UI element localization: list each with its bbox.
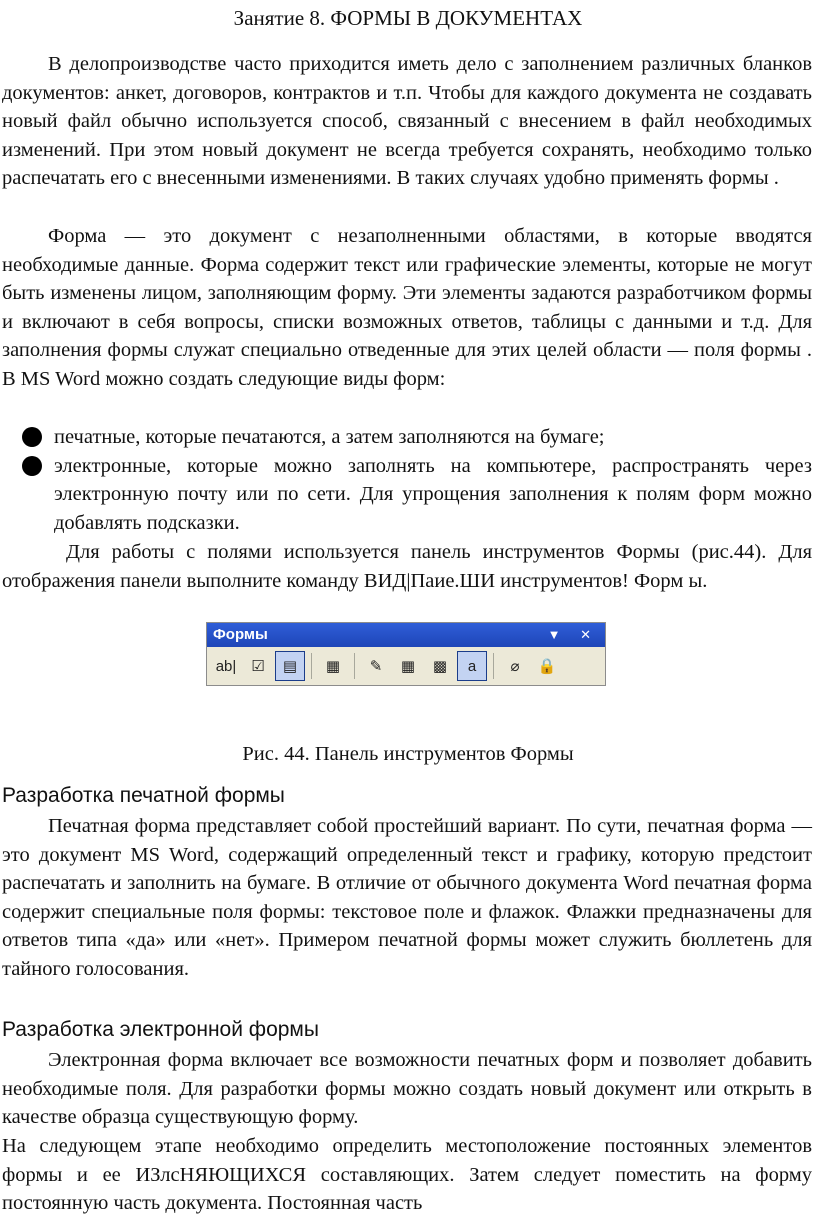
list-item [0,423,812,452]
forms-toolbar-image [206,622,606,686]
paragraph-electronic-form: Электронная форма включает все возможности печатных форм и позволяет добавить необходимые поля. Для разработки формы можно создать новый документ или открыть в качестве образца существующую форму. [2,1049,812,1129]
section-heading-electronic-form: Разработка электронной формы [2,1018,319,1041]
dropdown-field-icon: ▤ [275,651,305,681]
toolbar-title: Формы [213,626,268,643]
paragraph-form-definition: Форма — это документ с незаполненными областями, в которые вводятся необходимые данные. Форма содержит текст или графические элементы, которые не могут быть изменены лицом, заполняющим форму. Эти элементы задаются разработчиком формы и включают в себя вопросы, списки возможных ответов, таблицы с данными и т.д. Для заполнения формы служат специально отведенные для этих целей области — поля формы . В MS Word можно создать следующие виды форм: [2,225,812,390]
checkbox-icon: ☑ [251,658,265,675]
field-options-icon: ▦ [325,658,341,675]
list-item-text: печатные, которые печатаются, а затем заполняются на бумаге; [54,426,605,448]
toolbar-separator [493,653,494,679]
form-types-list [0,423,812,537]
text-field-icon: ab| [215,657,237,675]
toolbar-separator [354,653,355,679]
bullet-icon [22,456,42,476]
paragraph-printed-form: Печатная форма представляет собой простейший вариант. По сути, печатная форма — это документ MS Word, содержащий определенный текст и графику, которую предстоит распечатать и заполнить на бумаге. В отличие от обычного документа Word печатная форма содержит специальные поля формы: текстовое поле и флажок. Флажки предназначены для ответов типа «да» или «нет». Примером печатной формы может служить бюллетень для тайного голосования. [2,815,812,980]
protect-form-icon: 🔒 [537,658,557,675]
toolbar-controls: ▼ ✕ [547,627,599,642]
paragraph-next-step: На следующем этапе необходимо определить местоположение постоянных элементов формы и ее ИЗлсНЯЮЩИХСЯ составляющих. Затем следует поместить на форму постоянную часть документа. Постоянная часть [2,1135,812,1215]
section-heading-printed-form: Разработка печатной формы [2,784,285,807]
toolbar-buttons [207,647,605,685]
toolbar-titlebar [207,623,605,647]
reset-fields-icon: ⌀ [510,658,520,675]
insert-table-icon: ▦ [400,658,416,675]
paragraph-intro: В делопроизводстве часто приходится иметь дело с заполнением различных бланков документов: анкет, договоров, контрактов и т.п. Чтобы для каждого документа не создавать новый файл обычно используется способ, связанный с внесением в файл необходимых изменений. При этом новый документ не всегда требуется сохранять, необходимо только распечатать его с внесенными изменениями. В таких случаях удобно применять формы . [2,53,812,190]
page-title: Занятие 8. ФОРМЫ В ДОКУМЕНТАХ [233,6,583,30]
list-item [0,452,812,538]
figure-caption: Рис. 44. Панель инструментов Формы [242,743,574,765]
paragraph-toolbar-usage: Для работы с полями используется панель инструментов Формы (рис.44). Для отображения панели выполните команду ВИД|Паие.ШИ инструментов! Форм ы. [2,541,812,592]
list-item-text: электронные, которые можно заполнять на компьютере, распространять через электронную почту или по сети. Для упрощения заполнения к полям форм можно добавлять подсказки. [54,454,812,534]
toolbar-separator [311,653,312,679]
bullet-icon [22,427,42,447]
field-shading-icon: a [457,651,487,681]
draw-table-icon: ✎ [369,658,383,675]
insert-frame-icon: ▩ [432,658,448,675]
